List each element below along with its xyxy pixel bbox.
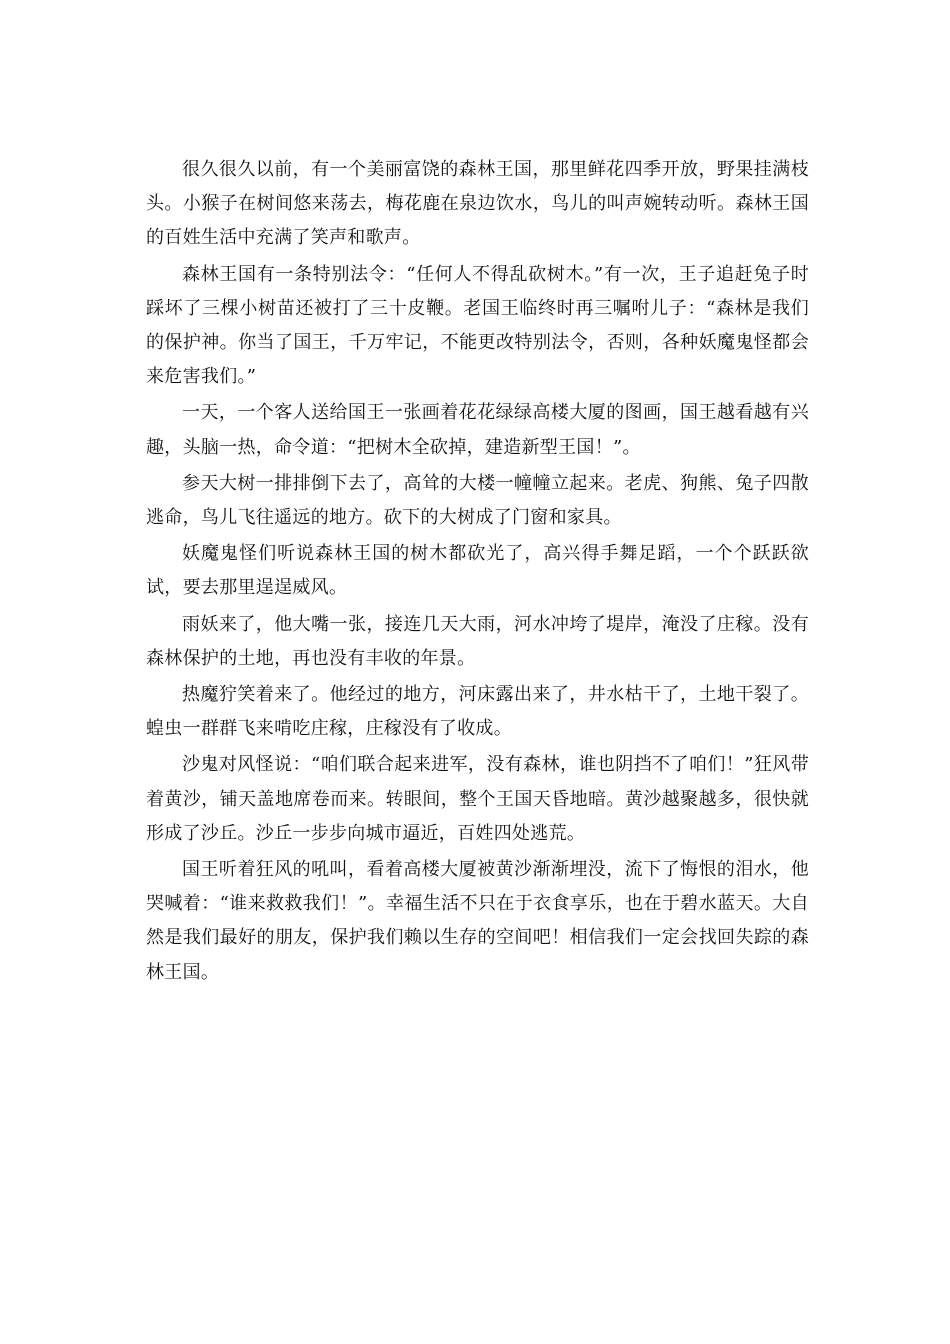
paragraph-2: 森林王国有一条特别法令：“任何人不得乱砍树木。”有一次，王子追赶兔子时踩坏了三棵小树苗还被打了三十皮鞭。老国王临终时再三嘱咐儿子：“森林是我们的保护神。你当了国王，千万牢记，不能更改特别法令，否则，各种妖魔鬼怪都会来危害我们。”: [146, 263, 809, 388]
paragraph-4: 参天大树一排排倒下去了，高耸的大楼一幢幢立起来。老虎、狗熊、兔子四散逃命，鸟儿飞往遥远的地方。砍下的大树成了门窗和家具。: [146, 472, 809, 529]
paragraph-9: 国王听着狂风的吼叫，看着高楼大厦被黄沙渐渐埋没，流下了悔恨的泪水，他哭喊着：“谁来救救我们！”。幸福生活不只在于衣食享乐，也在于碧水蓝天。大自然是我们最好的朋友，保护我们赖以生存的空间吧！相信我们一定会找回失踪的森林王国。: [146, 859, 809, 983]
paragraph-5: 妖魔鬼怪们听说森林王国的树木都砍光了，高兴得手舞足蹈，一个个跃跃欲试，要去那里逞逞威风。: [146, 543, 809, 599]
paragraph-7: 热魔狞笑着来了。他经过的地方，河床露出来了，井水枯干了，土地干裂了。蝗虫一群群飞来啃吃庄稼，庄稼没有了收成。: [146, 684, 809, 740]
paragraph-6: 雨妖来了，他大嘴一张，接连几天大雨，河水冲垮了堤岸，淹没了庄稼。没有森林保护的土地，再也没有丰收的年景。: [146, 613, 809, 669]
paragraph-1: 很久很久以前，有一个美丽富饶的森林王国，那里鲜花四季开放，野果挂满枝头。小猴子在树间悠来荡去，梅花鹿在泉边饮水，鸟儿的叫声婉转动听。森林王国的百姓生活中充满了笑声和歌声。: [146, 159, 809, 249]
document-body: [146, 153, 809, 992]
paragraph-3: 一天，一个客人送给国王一张画着花花绿绿高楼大厦的图画，国王越看越有兴趣，头脑一热，命令道：“把树木全砍掉，建造新型王国！”。: [146, 402, 809, 458]
paragraph-8: 沙鬼对风怪说：“咱们联合起来进军，没有森林，谁也阴挡不了咱们！”狂风带着黄沙，铺天盖地席卷而来。转眼间，整个王国天昏地暗。黄沙越聚越多，很快就形成了沙丘。沙丘一步步向城市逼近，百姓四处逃荒。: [146, 754, 809, 844]
